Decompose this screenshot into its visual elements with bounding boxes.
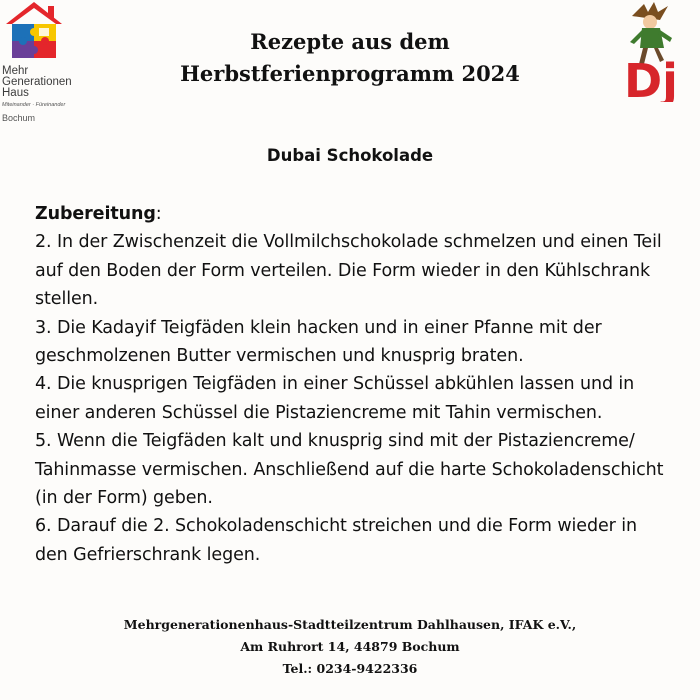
logo-city: Bochum	[2, 113, 36, 123]
title-line2: Herbstferienprogramm 2024	[180, 61, 520, 86]
recipe-name: Dubai Schokolade	[266, 146, 434, 165]
logo-tagline: Miteinander · Füreinander	[2, 102, 66, 108]
title-line1: Rezepte aus dem	[250, 29, 450, 54]
footer-phone: Tel.: 0234-9422336	[282, 661, 418, 676]
logo-name-line3: Haus	[2, 87, 29, 99]
page-title	[0, 26, 700, 90]
recipe-instructions	[35, 200, 675, 569]
recipe-step: 2. In der Zwischenzeit die Vollmilchschokolade schmelzen und einen Teil auf den Boden der Form verteilen. Die Form wieder in den Kühlschrank stellen.	[35, 232, 662, 310]
logo-name-line1: Mehr	[2, 65, 29, 77]
recipe-step: 6. Darauf die 2. Schokoladenschicht streichen und die Form wieder in den Gefrierschrank legen.	[35, 516, 637, 565]
section-colon: :	[155, 204, 162, 224]
recipe-step: 5. Wenn die Teigfäden kalt und knusprig sind mit der Pistaziencreme/ Tahinmasse vermischen. Anschließend auf die harte Schokoladenschicht (in der Form) geben.	[35, 431, 664, 509]
logo-name-line2: Generationen	[2, 76, 72, 88]
footer-line1: Mehrgenerationenhaus-Stadtteilzentrum Dahlhausen, IFAK e.V.,	[123, 617, 577, 632]
recipe-step: 3. Die Kadayif Teigfäden klein hacken und in einer Pfanne mit der geschmolzenen Butter vermischen und knusprig braten.	[35, 317, 602, 367]
section-label: Zubereitung	[35, 204, 156, 224]
footer-line2: Am Ruhrort 14, 44879 Bochum	[240, 639, 460, 654]
recipe-step: 4. Die knusprigen Teigfäden in einer Schüssel abkühlen lassen und in einer anderen Schüssel die Pistaziencreme mit Tahin vermischen.	[35, 374, 635, 423]
section-heading	[35, 200, 675, 228]
dj-letters: Dj	[624, 54, 678, 102]
footer-address	[0, 614, 700, 680]
